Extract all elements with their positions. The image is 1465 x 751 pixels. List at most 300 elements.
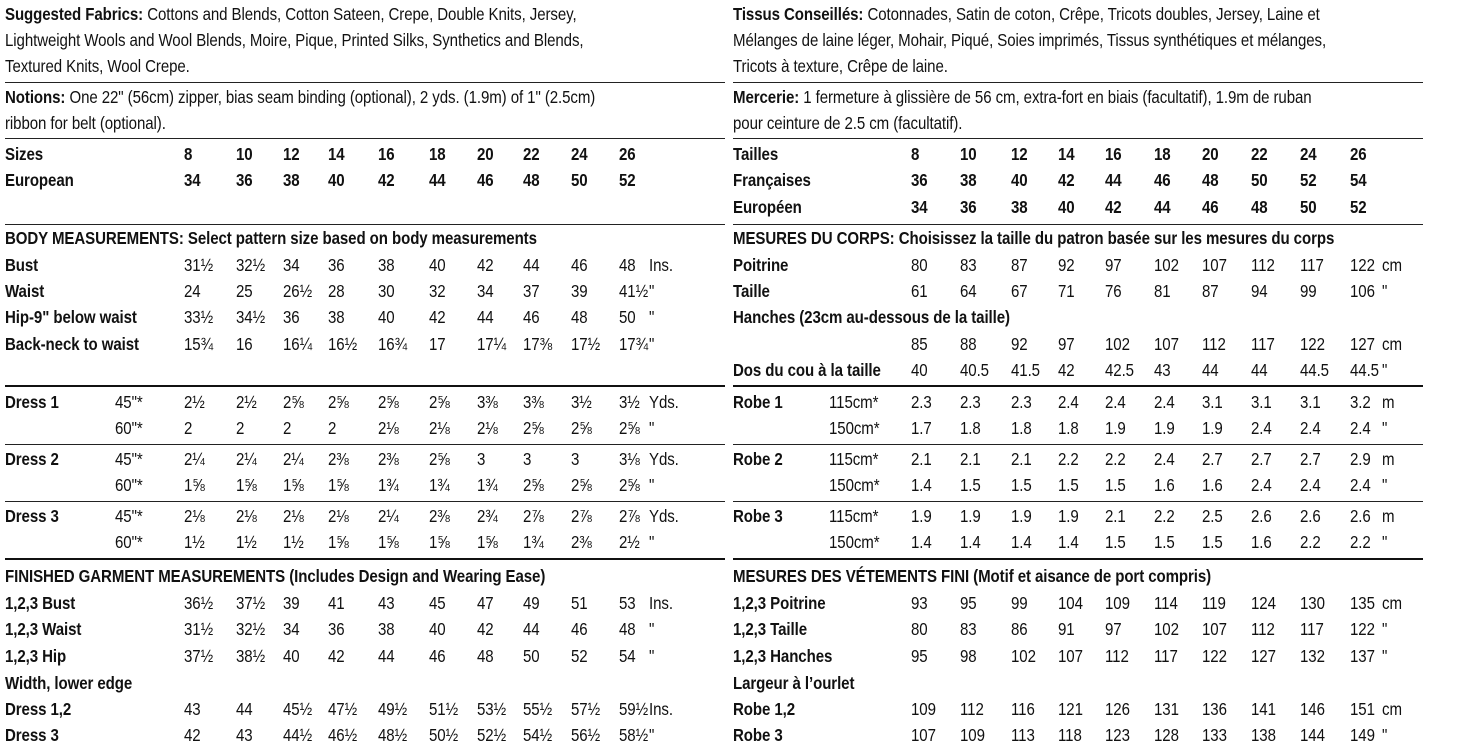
size-value-cell: 48 — [1202, 170, 1219, 190]
unit-label: " — [1382, 532, 1388, 552]
size-value-cell: 1⅝ — [184, 475, 205, 495]
fabric-width-label: 60"* — [115, 532, 143, 552]
size-value-cell: 10 — [236, 144, 253, 164]
size-value-cell: 1⅝ — [283, 475, 304, 495]
size-value-cell: 87 — [1202, 281, 1219, 301]
size-value-cell: 116 — [1011, 699, 1035, 719]
size-value-cell: 42 — [184, 725, 201, 745]
size-value-cell: 109 — [1105, 593, 1130, 613]
size-value-cell: 127 — [1251, 646, 1276, 666]
size-value-cell: 8 — [911, 144, 920, 164]
size-value-cell: 2⅝ — [523, 475, 544, 495]
size-value-cell: 38 — [378, 619, 395, 639]
size-value-cell: 1½ — [283, 532, 304, 552]
finished-row-label: 1,2,3 Bust — [5, 593, 76, 613]
size-value-cell: 2⅜ — [328, 449, 349, 469]
size-value-cell: 50 — [1300, 197, 1317, 217]
size-value-cell: 122 — [1350, 255, 1375, 275]
size-value-cell: 50 — [1251, 170, 1268, 190]
size-value-cell: 2.4 — [1251, 475, 1272, 495]
size-value-cell: 1.6 — [1202, 475, 1223, 495]
size-value-cell: 2.2 — [1300, 532, 1321, 552]
size-value-cell: 83 — [960, 619, 977, 639]
size-value-cell: 1½ — [184, 532, 205, 552]
size-value-cell: 136 — [1202, 699, 1227, 719]
size-value-cell: 2⅞ — [571, 506, 592, 526]
size-value-cell: 34 — [283, 255, 300, 275]
size-value-cell: 46 — [1154, 170, 1171, 190]
unit-label: m — [1382, 449, 1395, 469]
width-row-label: Dress 3 — [5, 725, 59, 745]
body-row-label: Bust — [5, 255, 39, 275]
size-value-cell: 40 — [328, 170, 345, 190]
size-value-cell: 94 — [1251, 281, 1268, 301]
finished-row-label: 1,2,3 Hip — [5, 646, 67, 666]
size-value-cell: 15¾ — [184, 334, 214, 354]
size-value-cell: 127 — [1350, 334, 1375, 354]
unit-label: " — [649, 334, 655, 354]
size-value-cell: 46 — [477, 170, 494, 190]
body-row-label: Hip-9" below waist — [5, 307, 137, 327]
size-value-cell: 1¾ — [429, 475, 450, 495]
size-value-cell: 44 — [1202, 360, 1219, 380]
size-value-cell: 104 — [1058, 593, 1083, 613]
size-value-cell: 3 — [477, 449, 486, 469]
size-value-cell: 2.1 — [911, 449, 932, 469]
size-row-label: Françaises — [733, 170, 811, 190]
size-value-cell: 1.5 — [1011, 475, 1032, 495]
size-value-cell: 3⅜ — [523, 392, 544, 412]
unit-label: " — [1382, 418, 1388, 438]
size-value-cell: 1.5 — [960, 475, 981, 495]
size-value-cell: 17¾ — [619, 334, 649, 354]
size-value-cell: 52½ — [477, 725, 507, 745]
notions-line-2: pour ceinture de 2.5 cm (facultatif). — [733, 113, 963, 133]
unit-label: " — [1382, 475, 1388, 495]
size-value-cell: 44½ — [283, 725, 313, 745]
size-value-cell: 17⅜ — [523, 334, 553, 354]
size-value-cell: 2¾ — [477, 506, 498, 526]
size-value-cell: 45 — [429, 593, 446, 613]
size-value-cell: 42 — [429, 307, 446, 327]
size-value-cell: 117 — [1300, 619, 1324, 639]
size-value-cell: 3⅜ — [477, 392, 498, 412]
fabric-width-label: 150cm* — [829, 532, 880, 552]
size-row-label: Tailles — [733, 144, 779, 164]
size-value-cell: 107 — [1058, 646, 1083, 666]
size-value-cell: 2¼ — [378, 506, 399, 526]
size-value-cell: 98 — [960, 646, 977, 666]
size-value-cell: 41.5 — [1011, 360, 1040, 380]
unit-label: " — [649, 475, 655, 495]
size-value-cell: 86 — [1011, 619, 1028, 639]
fabrics-text: Cotonnades, Satin de coton, Crêpe, Tricots doubles, Jersey, Laine et — [867, 4, 1320, 24]
size-value-cell: 102 — [1154, 619, 1179, 639]
size-value-cell: 2⅝ — [619, 418, 640, 438]
size-value-cell: 3 — [523, 449, 532, 469]
size-value-cell: 25 — [236, 281, 253, 301]
rule-line — [5, 558, 725, 560]
size-value-cell: 118 — [1058, 725, 1082, 745]
size-value-cell: 122 — [1350, 619, 1375, 639]
yardage-view-label: Dress 1 — [5, 392, 59, 412]
size-value-cell: 1.4 — [960, 532, 981, 552]
size-value-cell: 43 — [378, 593, 395, 613]
size-value-cell: 1.4 — [911, 475, 932, 495]
yardage-view-label: Robe 1 — [733, 392, 783, 412]
size-value-cell: 52 — [619, 170, 636, 190]
size-value-cell: 14 — [328, 144, 345, 164]
unit-label: " — [1382, 646, 1388, 666]
size-value-cell: 1.7 — [911, 418, 932, 438]
size-value-cell: 3.1 — [1300, 392, 1321, 412]
size-value-cell: 51 — [571, 593, 588, 613]
size-value-cell: 37½ — [184, 646, 214, 666]
size-value-cell: 1⅝ — [328, 532, 349, 552]
size-value-cell: 97 — [1105, 619, 1122, 639]
size-value-cell: 2¼ — [184, 449, 205, 469]
size-value-cell: 1.5 — [1058, 475, 1079, 495]
size-value-cell: 49½ — [378, 699, 408, 719]
size-value-cell: 2.4 — [1251, 418, 1272, 438]
size-value-cell: 1.5 — [1105, 532, 1126, 552]
size-value-cell: 46 — [571, 255, 588, 275]
size-value-cell: 1.8 — [1058, 418, 1079, 438]
size-value-cell: 1.5 — [1154, 532, 1175, 552]
unit-label: m — [1382, 392, 1395, 412]
size-value-cell: 58½ — [619, 725, 649, 745]
size-value-cell: 2 — [236, 418, 245, 438]
size-value-cell: 91 — [1058, 619, 1075, 639]
size-value-cell: 1⅝ — [477, 532, 498, 552]
unit-label: " — [1382, 725, 1388, 745]
size-value-cell: 2.4 — [1300, 418, 1321, 438]
yardage-view-label: Robe 3 — [733, 506, 783, 526]
size-value-cell: 2.2 — [1105, 449, 1126, 469]
size-value-cell: 57½ — [571, 699, 601, 719]
rule-line — [5, 444, 725, 445]
size-value-cell: 51½ — [429, 699, 459, 719]
size-value-cell: 1.9 — [1011, 506, 1032, 526]
body-row-label: Poitrine — [733, 255, 789, 275]
size-value-cell: 44.5 — [1300, 360, 1329, 380]
size-value-cell: 1.4 — [911, 532, 932, 552]
size-value-cell: 24 — [571, 144, 588, 164]
size-value-cell: 40.5 — [960, 360, 989, 380]
size-value-cell: 80 — [911, 619, 928, 639]
size-value-cell: 1.8 — [960, 418, 981, 438]
size-value-cell: 44 — [429, 170, 446, 190]
size-value-cell: 38 — [1011, 197, 1028, 217]
size-value-cell: 95 — [960, 593, 977, 613]
size-value-cell: 3.2 — [1350, 392, 1371, 412]
body-row-label: Back-neck to waist — [5, 334, 139, 354]
size-value-cell: 112 — [1202, 334, 1226, 354]
fabrics-line-3: Tricots à texture, Crêpe de laine. — [733, 56, 948, 76]
size-value-cell: 131 — [1154, 699, 1179, 719]
size-value-cell: 48 — [619, 255, 636, 275]
size-value-cell: 36 — [236, 170, 253, 190]
size-value-cell: 39 — [283, 593, 300, 613]
size-value-cell: 88 — [960, 334, 977, 354]
size-value-cell: 37 — [523, 281, 540, 301]
finished-row-label: 1,2,3 Taille — [733, 619, 807, 639]
size-value-cell: 2¼ — [236, 449, 257, 469]
yardage-view-label: Dress 2 — [5, 449, 59, 469]
size-value-cell: 83 — [960, 255, 977, 275]
size-value-cell: 17¼ — [477, 334, 507, 354]
size-value-cell: 1.9 — [1154, 418, 1175, 438]
unit-label: cm — [1382, 255, 1402, 275]
unit-label: cm — [1382, 699, 1402, 719]
size-value-cell: 2.7 — [1202, 449, 1223, 469]
size-value-cell: 12 — [283, 144, 300, 164]
size-value-cell: 1.9 — [960, 506, 981, 526]
size-value-cell: 54 — [1350, 170, 1367, 190]
size-value-cell: 1⅝ — [429, 532, 450, 552]
size-value-cell: 16 — [378, 144, 395, 164]
rule-line — [733, 138, 1423, 139]
size-value-cell: 85 — [911, 334, 928, 354]
size-value-cell: 12 — [1011, 144, 1028, 164]
fabric-width-label: 115cm* — [829, 506, 879, 526]
size-value-cell: 18 — [429, 144, 446, 164]
size-value-cell: 43 — [184, 699, 201, 719]
size-value-cell: 1¾ — [477, 475, 498, 495]
size-value-cell: 2⅛ — [477, 418, 498, 438]
size-value-cell: 49 — [523, 593, 540, 613]
size-value-cell: 34 — [911, 197, 928, 217]
size-value-cell: 2.6 — [1350, 506, 1371, 526]
fabric-width-label: 45"* — [115, 506, 143, 526]
size-value-cell: 22 — [523, 144, 540, 164]
size-value-cell: 128 — [1154, 725, 1179, 745]
size-value-cell: 39 — [571, 281, 588, 301]
back-neck-label: Dos du cou à la taille — [733, 360, 881, 380]
size-value-cell: 36 — [911, 170, 928, 190]
size-value-cell: 132 — [1300, 646, 1325, 666]
size-value-cell: 2.2 — [1058, 449, 1079, 469]
size-value-cell: 2⅝ — [619, 475, 640, 495]
rule-line — [733, 82, 1423, 83]
size-value-cell: 3 — [571, 449, 580, 469]
size-value-cell: 133 — [1202, 725, 1227, 745]
size-value-cell: 141 — [1251, 699, 1276, 719]
size-value-cell: 36 — [960, 197, 977, 217]
size-value-cell: 1.6 — [1251, 532, 1272, 552]
size-value-cell: 40 — [283, 646, 300, 666]
size-value-cell: 97 — [1105, 255, 1122, 275]
size-value-cell: 93 — [911, 593, 928, 613]
size-value-cell: 107 — [1202, 255, 1227, 275]
size-value-cell: 2½ — [236, 392, 257, 412]
size-value-cell: 107 — [1154, 334, 1179, 354]
size-value-cell: 112 — [1105, 646, 1129, 666]
notions-label: Mercerie: — [733, 87, 800, 107]
size-value-cell: 2.3 — [1011, 392, 1032, 412]
size-value-cell: 1⅝ — [236, 475, 257, 495]
size-value-cell: 2.3 — [911, 392, 932, 412]
size-value-cell: 109 — [911, 699, 936, 719]
width-row-label: Dress 1,2 — [5, 699, 72, 719]
size-value-cell: 32 — [429, 281, 446, 301]
size-value-cell: 2.5 — [1202, 506, 1223, 526]
size-value-cell: 42 — [1058, 360, 1075, 380]
size-value-cell: 40 — [378, 307, 395, 327]
size-value-cell: 92 — [1011, 334, 1028, 354]
size-value-cell: 52 — [1300, 170, 1317, 190]
fabric-width-label: 115cm* — [829, 449, 879, 469]
unit-label: " — [649, 646, 655, 666]
size-value-cell: 99 — [1300, 281, 1317, 301]
size-value-cell: 2 — [283, 418, 292, 438]
size-value-cell: 2.4 — [1350, 418, 1371, 438]
size-value-cell: 76 — [1105, 281, 1122, 301]
fabrics-line-2: Lightweight Wools and Wool Blends, Moire, Pique, Printed Silks, Synthetics and Blends, — [5, 30, 584, 50]
rule-line — [5, 138, 725, 139]
size-value-cell: 22 — [1251, 144, 1268, 164]
size-value-cell: 3.1 — [1202, 392, 1223, 412]
fabrics-label: Suggested Fabrics: — [5, 4, 144, 24]
size-value-cell: 1.9 — [1058, 506, 1079, 526]
rule-line — [733, 558, 1423, 560]
size-value-cell: 42 — [1105, 197, 1122, 217]
rule-line — [733, 224, 1423, 225]
size-value-cell: 8 — [184, 144, 193, 164]
size-value-cell: 97 — [1058, 334, 1075, 354]
size-value-cell: 67 — [1011, 281, 1028, 301]
unit-label: Yds. — [649, 506, 679, 526]
fabric-width-label: 150cm* — [829, 418, 880, 438]
size-value-cell: 2⅝ — [571, 418, 592, 438]
size-value-cell: 2.7 — [1300, 449, 1321, 469]
size-value-cell: 122 — [1300, 334, 1325, 354]
size-value-cell: 14 — [1058, 144, 1075, 164]
size-row-label: European — [5, 170, 74, 190]
size-value-cell: 33½ — [184, 307, 214, 327]
size-value-cell: 2⅜ — [571, 532, 592, 552]
size-value-cell: 1½ — [236, 532, 257, 552]
fabric-width-label: 45"* — [115, 449, 143, 469]
size-value-cell: 112 — [1251, 619, 1275, 639]
unit-label: cm — [1382, 593, 1402, 613]
size-value-cell: 61 — [911, 281, 928, 301]
size-value-cell: 2.4 — [1058, 392, 1079, 412]
body-row-label: Taille — [733, 281, 770, 301]
size-value-cell: 112 — [1251, 255, 1275, 275]
size-value-cell: 2.3 — [960, 392, 981, 412]
size-value-cell: 2⅛ — [236, 506, 257, 526]
unit-label: Ins. — [649, 699, 673, 719]
size-value-cell: 42 — [1058, 170, 1075, 190]
size-value-cell: 2⅝ — [378, 392, 399, 412]
size-value-cell: 2⅝ — [283, 392, 304, 412]
size-value-cell: 2⅞ — [523, 506, 544, 526]
size-row-label: Européen — [733, 197, 802, 217]
unit-label: " — [1382, 619, 1388, 639]
size-value-cell: 144 — [1300, 725, 1325, 745]
size-value-cell: 102 — [1105, 334, 1130, 354]
size-value-cell: 2.4 — [1105, 392, 1126, 412]
width-row-label: Robe 3 — [733, 725, 783, 745]
size-value-cell: 1.9 — [911, 506, 932, 526]
size-value-cell: 112 — [960, 699, 984, 719]
size-value-cell: 107 — [911, 725, 936, 745]
notions-label: Notions: — [5, 87, 66, 107]
rule-line — [733, 385, 1423, 387]
size-value-cell: 16 — [236, 334, 253, 354]
size-value-cell: 1.4 — [1011, 532, 1032, 552]
size-value-cell: 2¼ — [283, 449, 304, 469]
size-value-cell: 43 — [236, 725, 253, 745]
size-value-cell: 48 — [571, 307, 588, 327]
size-value-cell: 50½ — [429, 725, 459, 745]
width-row-label: Robe 1,2 — [733, 699, 796, 719]
size-value-cell: 2⅛ — [283, 506, 304, 526]
size-value-cell: 107 — [1202, 619, 1227, 639]
yardage-view-label: Dress 3 — [5, 506, 59, 526]
size-value-cell: 47½ — [328, 699, 358, 719]
size-value-cell: 24 — [184, 281, 201, 301]
size-value-cell: 56½ — [571, 725, 601, 745]
unit-label: Ins. — [649, 593, 673, 613]
size-value-cell: 2⅝ — [328, 392, 349, 412]
size-value-cell: 121 — [1058, 699, 1083, 719]
size-value-cell: 95 — [911, 646, 928, 666]
rule-line — [5, 385, 725, 387]
size-value-cell: 3⅛ — [619, 449, 640, 469]
size-value-cell: 2.6 — [1300, 506, 1321, 526]
size-value-cell: 138 — [1251, 725, 1276, 745]
size-value-cell: 44 — [1251, 360, 1268, 380]
size-value-cell: 46 — [571, 619, 588, 639]
finished-row-label: 1,2,3 Hanches — [733, 646, 833, 666]
size-value-cell: 46 — [523, 307, 540, 327]
size-value-cell: 30 — [378, 281, 395, 301]
size-value-cell: 2⅝ — [571, 475, 592, 495]
unit-label: " — [649, 307, 655, 327]
size-value-cell: 130 — [1300, 593, 1325, 613]
size-value-cell: 1¾ — [523, 532, 544, 552]
size-value-cell: 151 — [1350, 699, 1375, 719]
size-value-cell: 42.5 — [1105, 360, 1134, 380]
unit-label: " — [1382, 281, 1388, 301]
size-value-cell: 109 — [960, 725, 985, 745]
size-value-cell: 20 — [477, 144, 494, 164]
size-value-cell: 46½ — [328, 725, 358, 745]
size-value-cell: 28 — [328, 281, 345, 301]
unit-label: Ins. — [649, 255, 673, 275]
unit-label: " — [649, 725, 655, 745]
size-value-cell: 87 — [1011, 255, 1028, 275]
size-value-cell: 53 — [619, 593, 636, 613]
size-value-cell: 2.2 — [1154, 506, 1175, 526]
fabric-width-label: 150cm* — [829, 475, 880, 495]
body-row-label: Waist — [5, 281, 45, 301]
size-value-cell: 16 — [1105, 144, 1122, 164]
size-value-cell: 2⅞ — [619, 506, 640, 526]
finished-measurements-heading: MESURES DES VÉTEMENTS FINI (Motif et aisance de port compris) — [733, 566, 1212, 586]
size-value-cell: 42 — [378, 170, 395, 190]
size-value-cell: 40 — [911, 360, 928, 380]
unit-label: Yds. — [649, 449, 679, 469]
size-value-cell: 81 — [1154, 281, 1171, 301]
width-lower-edge-label: Width, lower edge — [5, 673, 133, 693]
size-value-cell: 44 — [1154, 197, 1171, 217]
rule-line — [5, 82, 725, 83]
rule-line — [5, 501, 725, 502]
size-value-cell: 146 — [1300, 699, 1325, 719]
